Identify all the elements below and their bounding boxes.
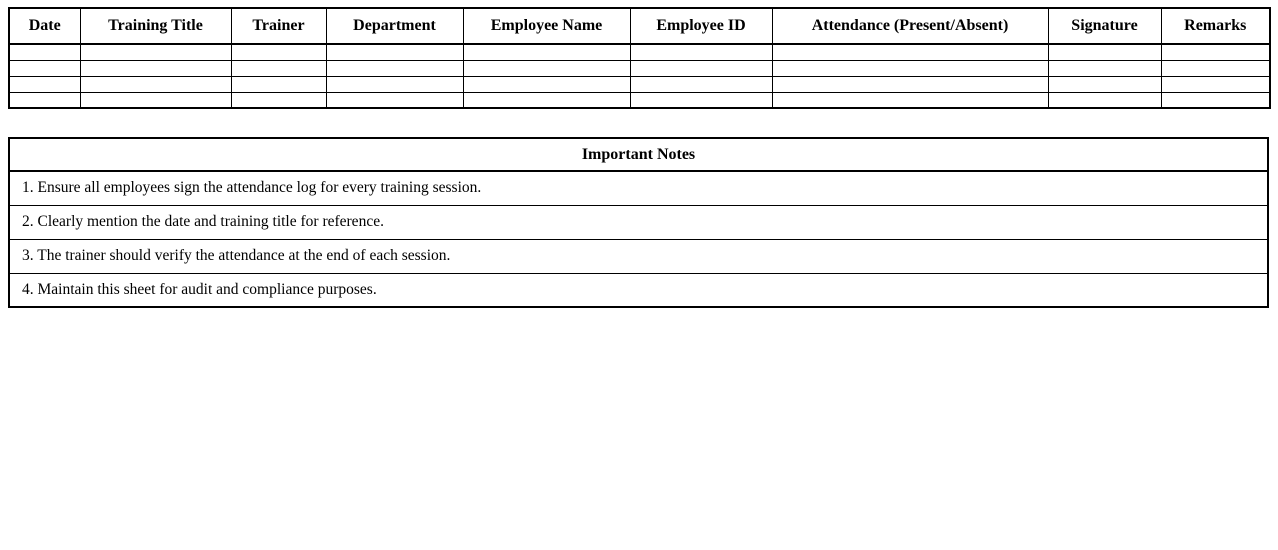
empty-cell [9,44,80,60]
empty-cell [231,44,326,60]
attendance-table [8,7,1271,109]
header-attendance: Attendance (Present/Absent) [772,8,1048,44]
empty-cell [231,92,326,108]
empty-cell [1048,76,1161,92]
header-training-title: Training Title [80,8,231,44]
empty-cell [326,44,463,60]
notes-title: Important Notes [9,138,1268,171]
note-row [9,205,1268,239]
empty-cell [772,60,1048,76]
empty-cell [9,60,80,76]
empty-cell [1048,44,1161,60]
empty-cell [772,76,1048,92]
header-signature: Signature [1048,8,1161,44]
empty-cell [463,60,630,76]
empty-cell [326,76,463,92]
empty-cell [80,60,231,76]
empty-cell [630,76,772,92]
table-row [9,60,1270,76]
important-notes-table [8,137,1269,308]
empty-cell [630,44,772,60]
empty-cell [1161,76,1270,92]
note-row [9,273,1268,307]
empty-cell [80,76,231,92]
note-item-2: 2. Clearly mention the date and training title for reference. [9,205,1268,239]
empty-cell [326,92,463,108]
empty-cell [80,44,231,60]
header-department: Department [326,8,463,44]
header-trainer: Trainer [231,8,326,44]
note-row [9,171,1268,205]
table-row [9,76,1270,92]
empty-cell [1161,60,1270,76]
empty-cell [326,60,463,76]
note-item-4: 4. Maintain this sheet for audit and compliance purposes. [9,273,1268,307]
empty-cell [231,76,326,92]
empty-cell [772,92,1048,108]
empty-cell [1048,60,1161,76]
header-date: Date [9,8,80,44]
header-remarks: Remarks [1161,8,1270,44]
table-row [9,92,1270,108]
notes-header-row [9,138,1268,171]
table-row [9,44,1270,60]
attendance-table-body [9,44,1270,108]
empty-cell [463,44,630,60]
empty-cell [9,76,80,92]
empty-cell [80,92,231,108]
empty-cell [1048,92,1161,108]
empty-cell [630,92,772,108]
empty-cell [463,76,630,92]
empty-cell [9,92,80,108]
header-employee-name: Employee Name [463,8,630,44]
empty-cell [463,92,630,108]
note-row [9,239,1268,273]
note-item-1: 1. Ensure all employees sign the attendance log for every training session. [9,171,1268,205]
empty-cell [772,44,1048,60]
empty-cell [1161,44,1270,60]
attendance-header-row [9,8,1270,44]
empty-cell [231,60,326,76]
note-item-3: 3. The trainer should verify the attendance at the end of each session. [9,239,1268,273]
header-employee-id: Employee ID [630,8,772,44]
empty-cell [630,60,772,76]
empty-cell [1161,92,1270,108]
